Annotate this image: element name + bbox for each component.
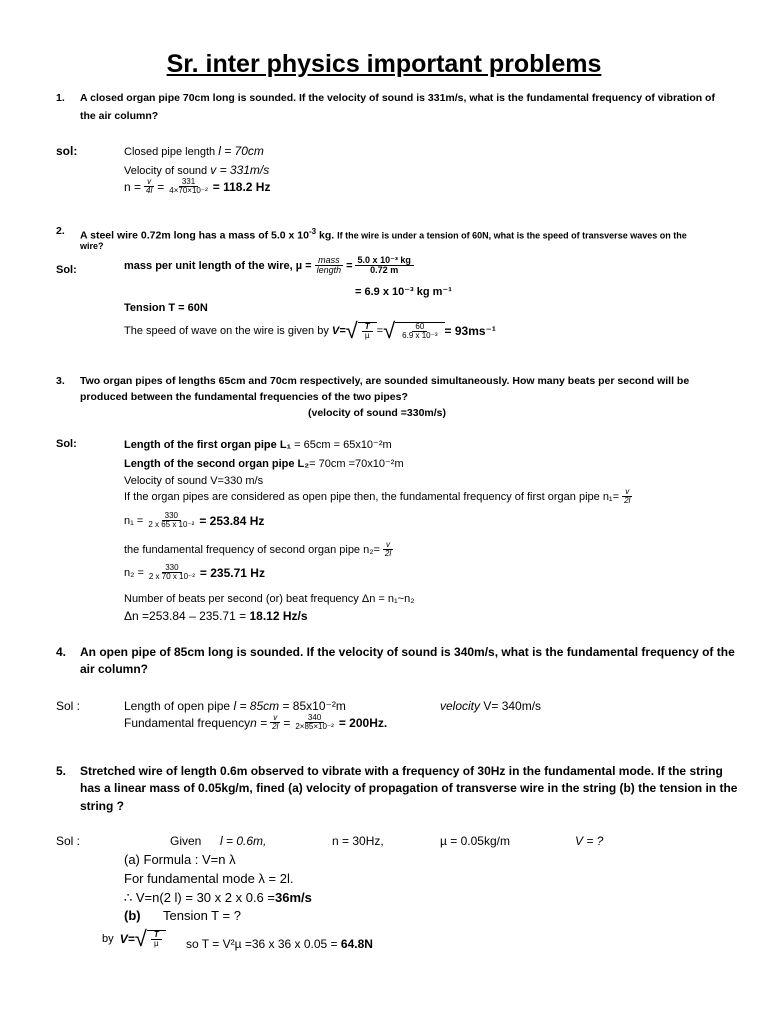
problem-1-number: 1. — [56, 92, 65, 104]
problem-3-beats-line: Number of beats per second (or) beat frequency Δn = n₁~n₂ — [124, 593, 415, 605]
problem-3-n2-formula: n₂ = $\frac{330}{\text{2 x 70 x 10⁻²}}$ = 235.71 Hz — [124, 563, 265, 582]
problem-4-sol-label: Sol : — [56, 699, 81, 713]
problem-4-question-line1: An open pipe of 85cm long is sounded. If the velocity of sound is 340m/s, what is the fundamental frequency of the — [80, 645, 735, 659]
problem-4-question-line2: air column? — [80, 662, 149, 676]
problem-3-l2-line: Length of the second organ pipe L₂= 70cm =70x10⁻²m — [124, 458, 404, 470]
problem-4-number: 4. — [56, 645, 67, 659]
problem-3-velocity-line: Velocity of sound V=330 m/s — [124, 475, 264, 487]
problem-1-length-line: Closed pipe length l = 70cm — [124, 144, 264, 158]
problem-5-number: 5. — [56, 764, 67, 778]
problem-5-part-a-formula: (a) Formula : V=n λ — [124, 852, 236, 867]
problem-2-sol-label: Sol: — [56, 264, 77, 276]
problem-5-calc-line: ∴ V=n(2 l) = 30 x 2 x 0.6 =36m/s — [124, 890, 312, 905]
problem-3-n1-result: = 253.84 Hz — [199, 513, 265, 528]
problem-5-mode-line: For fundamental mode λ = 2l. — [124, 871, 294, 886]
problem-4-length-line: Length of open pipe l = 85cm = 85x10⁻²m — [124, 699, 346, 713]
page-title: Sr. inter physics important problems — [166, 50, 602, 78]
problem-2-speed-line: The speed of wave on the wire is given by V= √ $\frac{T}{\text{µ}}$ = √ $\frac{60}{\text{6.9 x 10⁻³}}$ = 93ms⁻¹ — [124, 318, 496, 343]
problem-4-result: = 200Hz. — [338, 715, 388, 730]
problem-1-sol-label: sol: — [56, 144, 78, 158]
problem-3-number: 3. — [56, 375, 65, 387]
problem-5-given-n: n = 30Hz, — [332, 834, 384, 848]
problem-3-sol-label: Sol: — [56, 438, 77, 450]
problem-2-question-line2: wire? — [80, 241, 104, 251]
problem-5-question-line3: string ? — [80, 799, 124, 813]
problem-3-open-pipe-line: If the organ pipes are considered as open pipe then, the fundamental frequency of first organ pipe n₁= $\frac{v}{2l}$ — [124, 487, 631, 506]
problem-3-n2-result: = 235.71 Hz — [199, 565, 265, 580]
problem-2-mu-result: = 6.9 x 10⁻³ kg m⁻¹ — [355, 286, 452, 298]
problem-5-part-b-text: Tension T = ? — [163, 908, 241, 923]
problem-5-given-l: l = 0.6m, — [220, 834, 267, 848]
problem-3-question-line3: (velocity of sound =330m/s) — [308, 407, 446, 419]
problem-3-delta-line: Δn =253.84 – 235.71 = 18.12 Hz/s — [124, 609, 308, 623]
problem-2-result: = 93ms⁻¹ — [444, 324, 496, 338]
problem-1-formula: n = $\frac{v}{4l}$ = $\frac{331}{\text{4×70×10⁻²}}$ = 118.2 Hz — [124, 177, 271, 196]
problem-3-n1-formula: n₁ = $\frac{330}{\text{2 x 65 x 10⁻²}}$ = 253.84 Hz — [124, 511, 265, 530]
problem-2-mass-line: mass per unit length of the wire, µ = $\frac{\text{mass}}{\text{length}}$ = $\frac{\text{5.0 x 10⁻³ kg}}{0.72 m}$ — [124, 256, 416, 276]
problem-5-question-line2: has a linear mass of 0.05kg/m, fined (a) velocity of propagation of transverse wire in the string (b) the tension in the — [80, 781, 738, 795]
problem-4-velocity-line: velocity V= 340m/s — [440, 699, 542, 713]
problem-2-number: 2. — [56, 225, 65, 237]
problem-5-part-b-label: (b) — [124, 908, 141, 923]
problem-2-tension: Tension T = 60N — [124, 302, 208, 314]
problem-4-formula: Fundamental frequency n = $\frac{v}{2l}$ = $\frac{340}{\text{2×85×10⁻²}}$ = 200Hz. — [124, 713, 388, 732]
problem-5-given-mu: µ = 0.05kg/m — [440, 834, 510, 848]
problem-3-l1-line: Length of the first organ pipe L₁ = 65cm = 65x10⁻²m — [124, 439, 392, 451]
problem-3-question-line2: produced between the fundamental frequencies of the two pipes? — [80, 391, 408, 403]
problem-5-so-line: so T = V²µ =36 x 36 x 0.05 = 64.8N — [186, 937, 373, 951]
problem-1-velocity-line: Velocity of sound v = 331m/s — [124, 163, 270, 177]
problem-5-sol-label: Sol : — [56, 834, 81, 848]
problem-5-by-line: by V= √ $\frac{T}{\text{µ}}$ — [102, 928, 166, 950]
problem-2-question-line1: A steel wire 0.72m long has a mass of 5.0 x $10^{-3}$ kg. If the wire is under a tension of 60N, what is the speed of transverse waves on the — [80, 227, 687, 242]
problem-5-question-line1: Stretched wire of length 0.6m observed to vibrate with a frequency of 30Hz in the fundamental mode. If the string — [80, 764, 723, 778]
problem-1-result: = 118.2 Hz — [212, 179, 271, 194]
problem-5-given-v: V = ? — [575, 834, 604, 848]
problem-5-given-label: Given — [170, 834, 202, 848]
problem-3-second-pipe-line: the fundamental frequency of second organ pipe n₂= $\frac{v}{2l}$ — [124, 540, 392, 559]
problem-1-question-line2: the air column? — [80, 110, 159, 122]
problem-1-question-line1: A closed organ pipe 70cm long is sounded. If the velocity of sound is 331m/s, what is the fundamental frequency of vibration of — [80, 92, 715, 104]
problem-3-question-line1: Two organ pipes of lengths 65cm and 70cm respectively, are sounded simultaneously. How many beats per second will be — [80, 375, 690, 387]
